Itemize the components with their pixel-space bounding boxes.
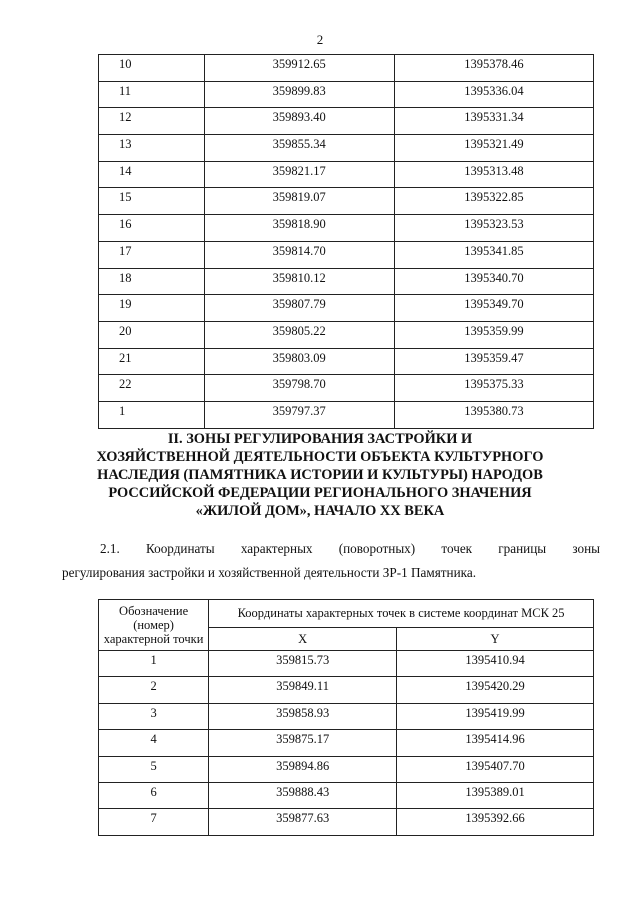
y-coordinate-cell: 1395323.53: [394, 215, 593, 242]
table-row: [99, 809, 594, 835]
section-heading-line: «ЖИЛОЙ ДОМ», НАЧАЛО XX ВЕКА: [195, 503, 445, 519]
table-row: [99, 108, 594, 135]
y-coordinate-cell: 1395336.04: [394, 81, 593, 108]
point-number-cell: 13: [99, 135, 205, 162]
x-coordinate-cell: 359803.09: [204, 348, 394, 375]
x-coordinate-cell: 359912.65: [204, 55, 394, 82]
table-header: [99, 600, 594, 651]
x-coordinate-cell: 359807.79: [204, 295, 394, 322]
table-row: [99, 268, 594, 295]
table-row: [99, 188, 594, 215]
coordinates-table-body: [99, 55, 594, 429]
point-number-cell: 22: [99, 375, 205, 402]
y-coordinate-cell: 1395375.33: [394, 375, 593, 402]
x-coordinate-cell: 359899.83: [204, 81, 394, 108]
table-row: [99, 135, 594, 162]
paragraph-line: 2.1. Координаты характерных (поворотных) точек границы зоны: [100, 541, 600, 556]
point-number-cell: 10: [99, 55, 205, 82]
table-row: [99, 215, 594, 242]
point-number-cell: 20: [99, 321, 205, 348]
point-number-cell: 6: [99, 782, 209, 808]
table-row: [99, 651, 594, 677]
table-row: [99, 295, 594, 322]
paragraph-2-1: [62, 537, 600, 585]
x-coordinate-cell: 359814.70: [204, 241, 394, 268]
table-row: [99, 81, 594, 108]
y-coordinate-cell: 1395331.34: [394, 108, 593, 135]
y-coordinate-cell: 1395341.85: [394, 241, 593, 268]
y-coordinate-cell: 1395322.85: [394, 188, 593, 215]
x-coordinate-cell: 359797.37: [204, 401, 394, 428]
point-number-cell: 15: [99, 188, 205, 215]
y-coordinate-cell: 1395359.99: [394, 321, 593, 348]
point-number-cell: 11: [99, 81, 205, 108]
section-heading-line: ХОЗЯЙСТВЕННОЙ ДЕЯТЕЛЬНОСТИ ОБЪЕКТА КУЛЬТУРНОГО: [96, 449, 544, 465]
point-number-cell: 1: [99, 401, 205, 428]
point-number-cell: 1: [99, 651, 209, 677]
x-coordinate-cell: 359805.22: [204, 321, 394, 348]
x-coordinate-cell: 359821.17: [204, 161, 394, 188]
table-row: [99, 401, 594, 428]
x-coordinate-cell: 359855.34: [204, 135, 394, 162]
header-coordinate-system: Координаты характерных точек в системе координат МСК 25: [209, 600, 594, 628]
y-coordinate-cell: 1395321.49: [394, 135, 593, 162]
section-heading-line: РОССИЙСКОЙ ФЕДЕРАЦИИ РЕГИОНАЛЬНОГО ЗНАЧЕНИЯ: [108, 485, 532, 501]
section-heading: [60, 430, 580, 520]
zr1-coordinates-table: [98, 599, 594, 836]
page-number: 2: [316, 32, 324, 47]
point-number-cell: 18: [99, 268, 205, 295]
x-coordinate-cell: 359877.63: [209, 809, 397, 835]
y-coordinate-cell: 1395407.70: [397, 756, 594, 782]
y-coordinate-cell: 1395410.94: [397, 651, 594, 677]
y-coordinate-cell: 1395389.01: [397, 782, 594, 808]
table-row: [99, 730, 594, 756]
y-coordinate-cell: 1395380.73: [394, 401, 593, 428]
header-point-designation: Обозначение (номер) характерной точки: [99, 600, 209, 651]
y-coordinate-cell: 1395392.66: [397, 809, 594, 835]
point-number-cell: 2: [99, 677, 209, 703]
y-coordinate-cell: 1395359.47: [394, 348, 593, 375]
y-coordinate-cell: 1395340.70: [394, 268, 593, 295]
point-number-cell: 7: [99, 809, 209, 835]
y-coordinate-cell: 1395378.46: [394, 55, 593, 82]
x-coordinate-cell: 359849.11: [209, 677, 397, 703]
x-coordinate-cell: 359819.07: [204, 188, 394, 215]
header-y: Y: [397, 628, 594, 651]
point-number-cell: 14: [99, 161, 205, 188]
table-row: [99, 375, 594, 402]
point-number-cell: 16: [99, 215, 205, 242]
x-coordinate-cell: 359888.43: [209, 782, 397, 808]
table-row: [99, 348, 594, 375]
table-row: [99, 677, 594, 703]
y-coordinate-cell: 1395313.48: [394, 161, 593, 188]
x-coordinate-cell: 359818.90: [204, 215, 394, 242]
section-heading-line: НАСЛЕДИЯ (ПАМЯТНИКА ИСТОРИИ И КУЛЬТУРЫ) НАРОДОВ: [97, 467, 543, 483]
point-number-cell: 3: [99, 703, 209, 729]
point-number-cell: 4: [99, 730, 209, 756]
point-number-cell: 21: [99, 348, 205, 375]
x-coordinate-cell: 359858.93: [209, 703, 397, 729]
zr1-coordinates-table-body: [99, 651, 594, 836]
paragraph-line: регулирования застройки и хозяйственной деятельности ЗР-1 Памятника.: [62, 565, 477, 580]
x-coordinate-cell: 359894.86: [209, 756, 397, 782]
x-coordinate-cell: 359815.73: [209, 651, 397, 677]
header-x: X: [209, 628, 397, 651]
table-row: [99, 161, 594, 188]
y-coordinate-cell: 1395349.70: [394, 295, 593, 322]
y-coordinate-cell: 1395420.29: [397, 677, 594, 703]
x-coordinate-cell: 359893.40: [204, 108, 394, 135]
x-coordinate-cell: 359810.12: [204, 268, 394, 295]
table-row: [99, 55, 594, 82]
x-coordinate-cell: 359875.17: [209, 730, 397, 756]
y-coordinate-cell: 1395414.96: [397, 730, 594, 756]
x-coordinate-cell: 359798.70: [204, 375, 394, 402]
point-number-cell: 19: [99, 295, 205, 322]
table-row: [99, 703, 594, 729]
table-row: [99, 241, 594, 268]
table-row: [99, 782, 594, 808]
table-row: [99, 321, 594, 348]
point-number-cell: 12: [99, 108, 205, 135]
table-row: [99, 756, 594, 782]
section-heading-line: II. ЗОНЫ РЕГУЛИРОВАНИЯ ЗАСТРОЙКИ И: [167, 431, 473, 447]
point-number-cell: 17: [99, 241, 205, 268]
coordinates-table-continued: [98, 54, 594, 429]
point-number-cell: 5: [99, 756, 209, 782]
y-coordinate-cell: 1395419.99: [397, 703, 594, 729]
